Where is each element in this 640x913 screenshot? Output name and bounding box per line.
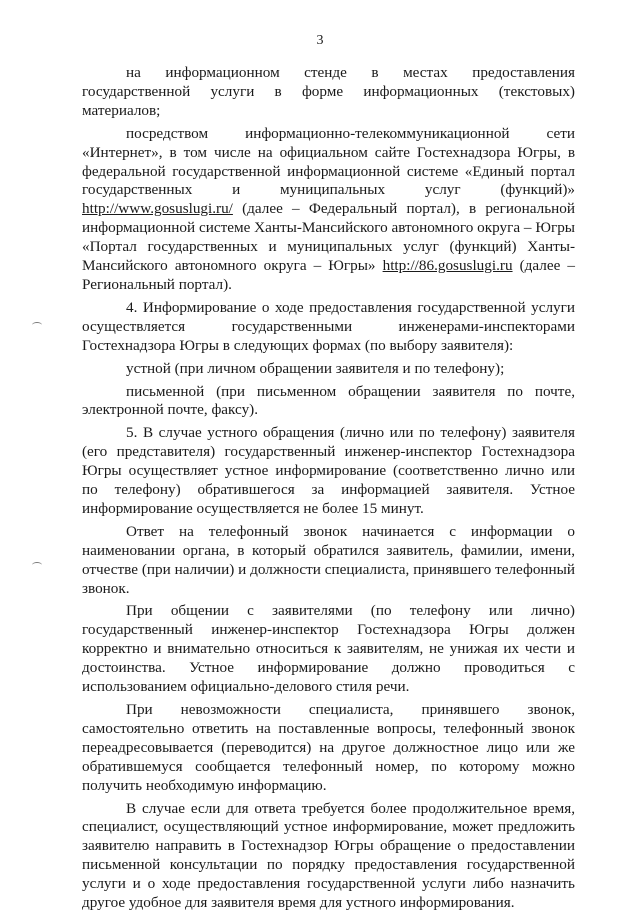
page-number: 3 (316, 33, 324, 48)
paragraph-item-4: 4. Информирование о ходе предоставления государственной услуги осуществляется государственными инженерами-инспекторами Гостехнадзора Югры в следующих формах (по выбору заявителя): (82, 298, 575, 354)
margin-scan-mark (32, 322, 42, 328)
paragraph-call-redirect: При невозможности специалиста, принявшего звонок, самостоятельно ответить на поставленные вопросы, телефонный звонок переадресовывается (переводится) на другое должностное лицо или же обратившемуся сообщается телефонный номер, по которому можно получить необходимую информацию. (82, 701, 575, 794)
paragraph-text: (далее – Федеральный портал), в региональной информационной системе Ханты-Мансийского автономного округа – Югры «Портал государственных и муниципальных услуг (функций) Ханты-Мансийского автономного округа – Югры» (82, 200, 575, 275)
federal-portal-link[interactable]: http://www.gosuslugi.ru/ (82, 200, 233, 218)
paragraph-text: посредством информационно-телекоммуникационной сети «Интернет», в том числе на официальном сайте Гостехнадзора Югры, в федеральной государственной информационной системе «Единый портал государственных и муниципальных услуг (функций)» (82, 124, 575, 199)
paragraph-item-5: 5. В случае устного обращения (лично или по телефону) заявителя (его представителя) государственный инженер-инспектор Гостехнадзора Югры осуществляет устное информирование (соответственно лично или по телефону) обратившегося за информацией заявителя. Устное информирование осуществляется не более 15 минут. (82, 424, 575, 517)
paragraph-phone-answer: Ответ на телефонный звонок начинается с информации о наименовании органа, в который обратился заявитель, фамилии, имени, отчестве (при наличии) и должности специалиста, принявшего телефонный звонок. (82, 522, 575, 597)
document-body (82, 64, 575, 913)
paragraph-info-stand: на информационном стенде в местах предоставления государственной услуги в форме информационных (текстовых) материалов; (82, 64, 575, 119)
paragraph-communication-rules: При общении с заявителями (по телефону или лично) государственный инженер-инспектор Гостехнадзора Югры должен корректно и внимательно относиться к заявителям, не унижая их чести и достоинства. Устное информирование должно проводиться с использованием официально-делового стиля речи. (82, 602, 575, 696)
paragraph-written-consultation: В случае если для ответа требуется более продолжительное время, специалист, осуществляющий устное информирование, может предложить заявителю направить в Гостехнадзор Югры обращение о предоставлении письменной консультации по порядку предоставления государственной услуги и о ходе предоставления государственной услуги либо назначить другое удобное для заявителя время для устного информирования. (82, 799, 575, 912)
margin-scan-mark (32, 562, 42, 568)
paragraph-text: (далее – Региональный портал). (82, 257, 575, 293)
paragraph-oral-form: устной (при личном обращении заявителя и по телефону); (126, 359, 505, 377)
paragraph-internet-info (82, 125, 575, 295)
paragraph-written-form: письменной (при письменном обращении заявителя по почте, электронной почте, факсу). (82, 382, 575, 419)
regional-portal-link[interactable]: http://86.gosuslugi.ru (382, 257, 513, 275)
